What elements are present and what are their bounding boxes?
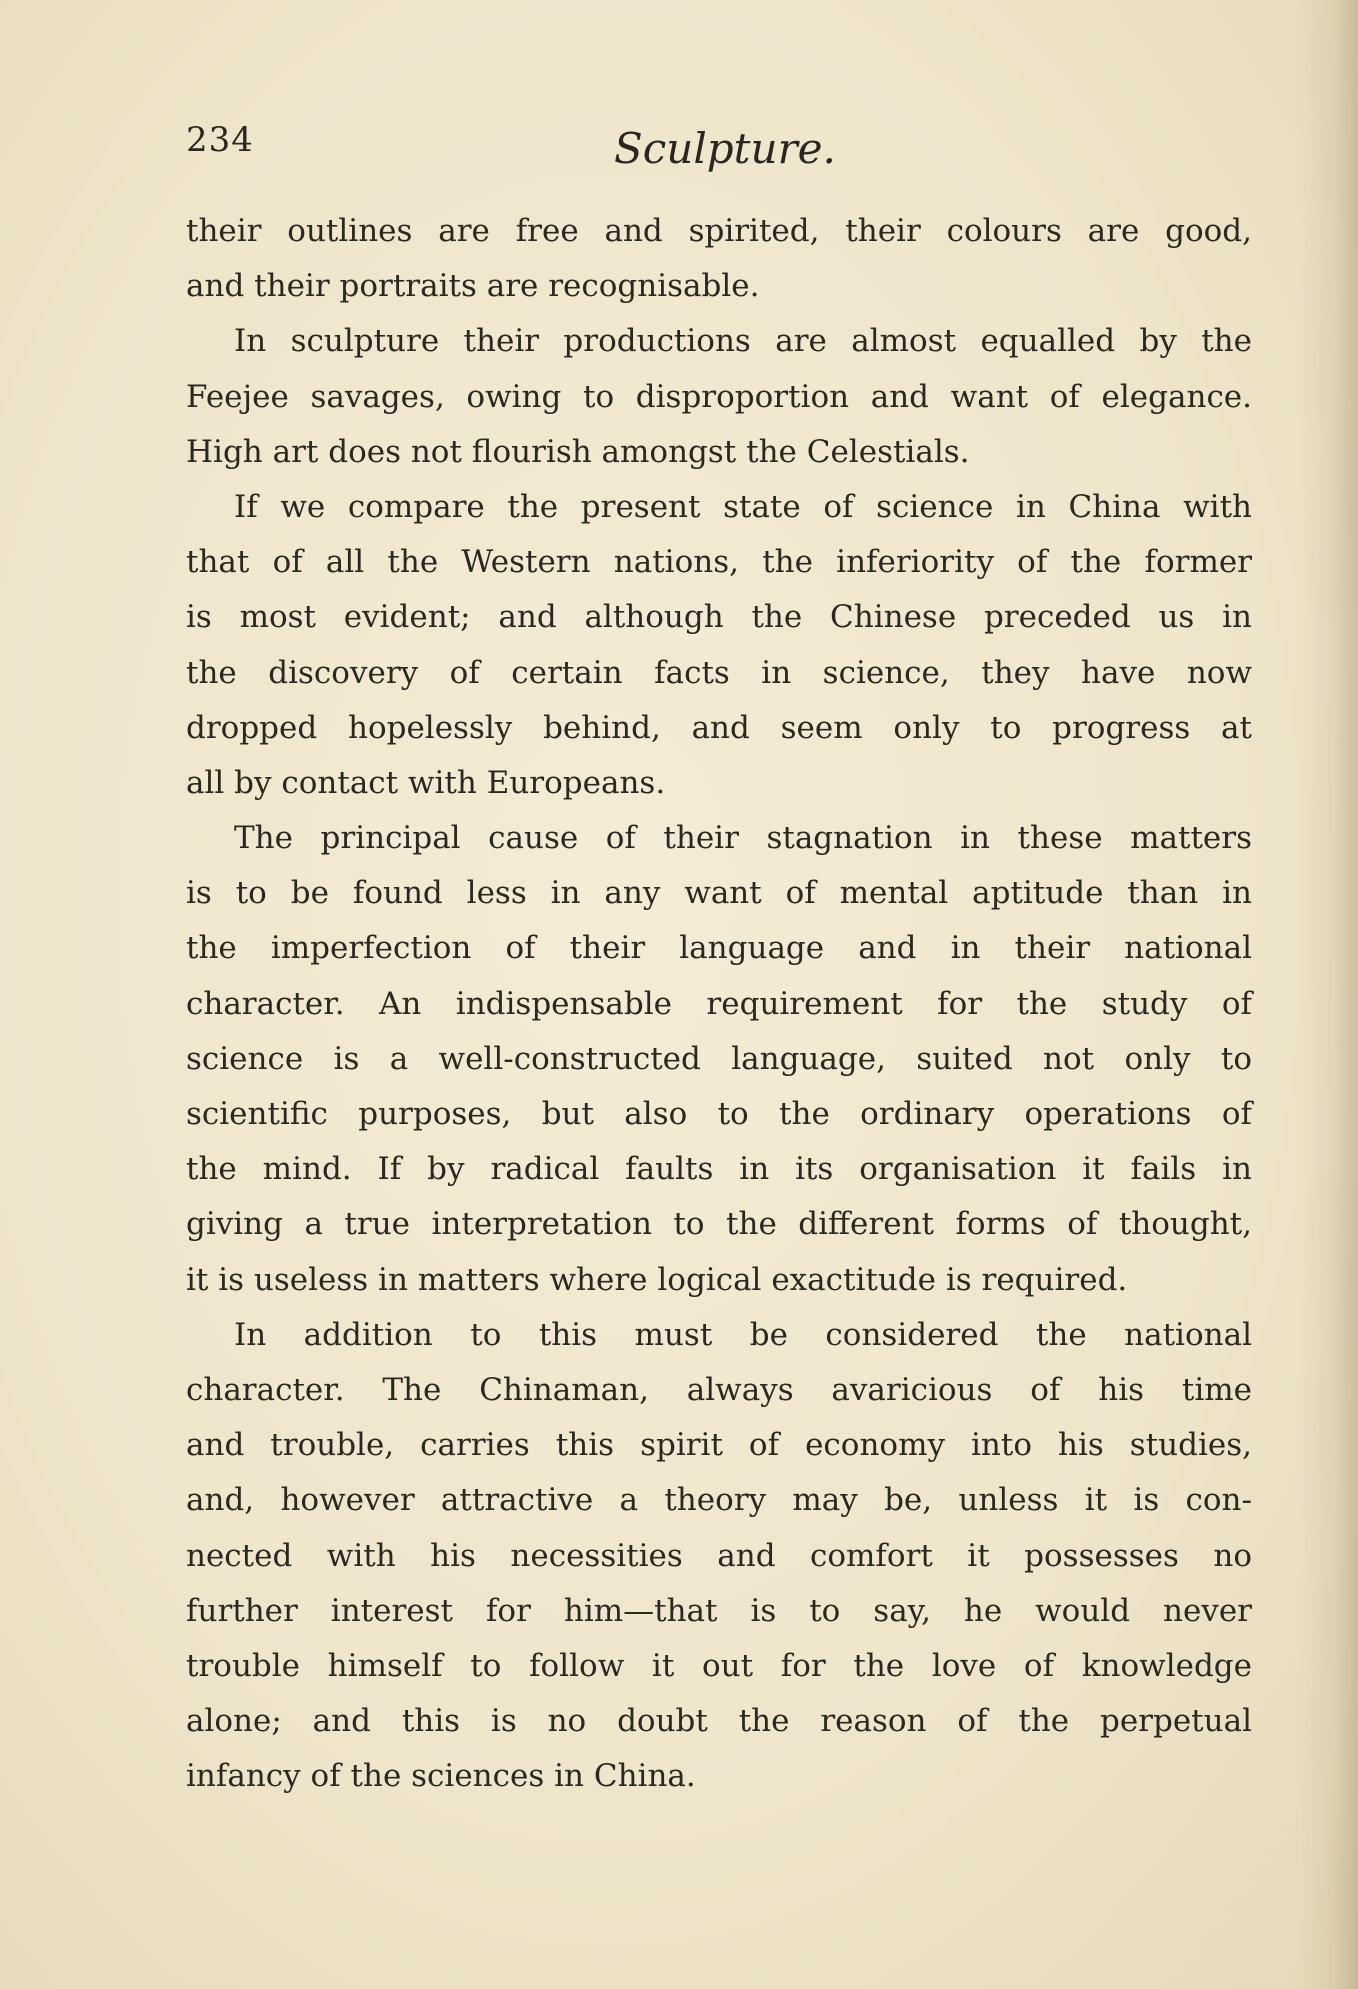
page-header	[186, 112, 1256, 182]
text-line: nected with his necessities and comfort it possesses no	[186, 1537, 1252, 1574]
text-line: their outlines are free and spirited, their colours are good,	[186, 213, 1252, 249]
text-line: The principal cause of their stagnation in these matters	[234, 820, 1252, 857]
text-line: all by contact with Europeans.	[186, 764, 666, 801]
text-line: the discovery of certain facts in science, they have now	[186, 654, 1252, 691]
text-line: giving a true interpretation to the different forms of thought,	[186, 1206, 1252, 1243]
text-line: High art does not flourish amongst the Celestials.	[186, 433, 970, 470]
running-title: Sculpture.	[614, 124, 836, 173]
text-line: and, however attractive a theory may be, unless it is con-	[186, 1482, 1252, 1519]
text-line: scientific purposes, but also to the ordinary operations of	[186, 1096, 1252, 1132]
text-line: character. The Chinaman, always avaricious of his time	[186, 1371, 1252, 1408]
text-line: and their portraits are recognisable.	[186, 268, 760, 305]
text-line: it is useless in matters where logical exactitude is required.	[186, 1261, 1128, 1298]
body-text	[186, 204, 1252, 1804]
text-line: In sculpture their productions are almost equalled by the	[234, 323, 1252, 360]
text-line: In addition to this must be considered the national	[234, 1316, 1252, 1353]
page-number: 234	[186, 120, 254, 160]
text-line: If we compare the present state of science in China with	[234, 488, 1252, 525]
text-line: science is a well-constructed language, suited not only to	[186, 1040, 1252, 1077]
text-line: alone; and this is no doubt the reason of the perpetual	[186, 1703, 1252, 1740]
text-line: the imperfection of their language and in their national	[186, 930, 1252, 967]
text-line: further interest for him—that is to say, he would never	[186, 1592, 1252, 1629]
text-line: character. An indispensable requirement for the study of	[186, 985, 1252, 1022]
text-line: and trouble, carries this spirit of economy into his studies,	[186, 1427, 1252, 1464]
text-line: that of all the Western nations, the inferiority of the former	[186, 544, 1252, 581]
text-line: dropped hopelessly behind, and seem only to progress at	[186, 709, 1252, 746]
page-gutter-shadow	[1298, 0, 1358, 1989]
text-line: trouble himself to follow it out for the love of knowledge	[186, 1647, 1252, 1684]
text-line: is most evident; and although the Chinese preceded us in	[186, 599, 1252, 636]
text-line: Feejee savages, owing to disproportion and want of elegance.	[186, 378, 1252, 415]
text-line: the mind. If by radical faults in its organisation it fails in	[186, 1151, 1252, 1188]
text-line: is to be found less in any want of mental aptitude than in	[186, 875, 1252, 912]
text-line: infancy of the sciences in China.	[186, 1758, 696, 1795]
